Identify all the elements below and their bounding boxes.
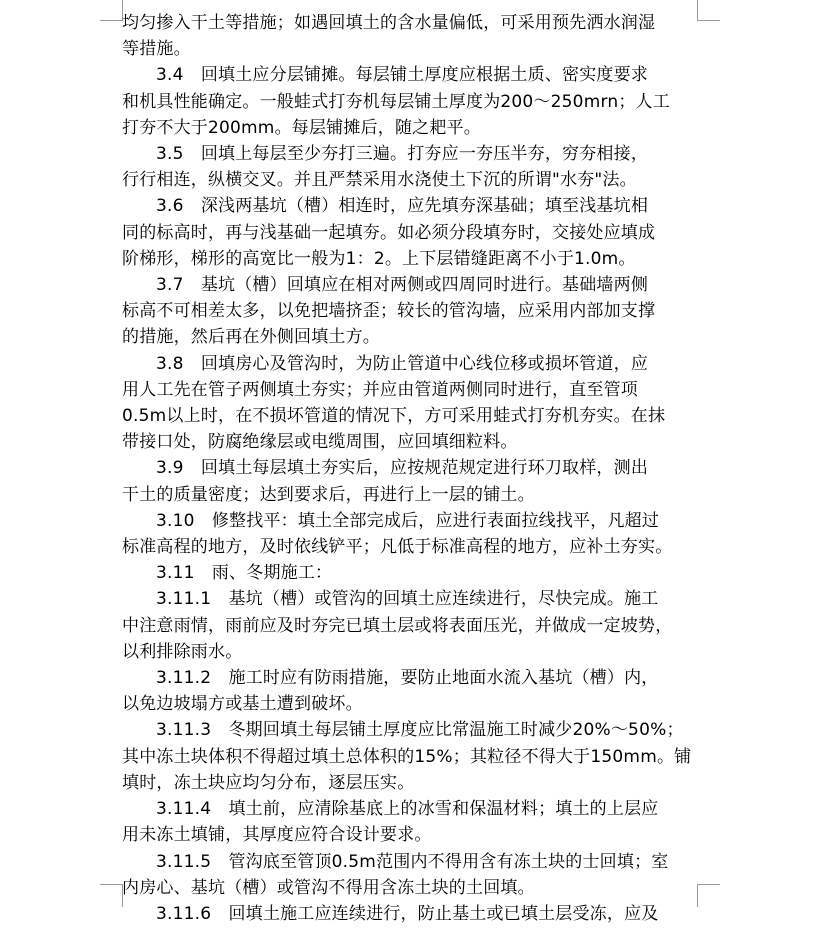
paragraph-line: 0.5m以上时，在不损坏管道的情况下，方可采用蛙式打夯机夯实。在抹 bbox=[122, 406, 666, 427]
paragraph-line: 3.7 基坑（槽）回填应在相对两侧或四周同时进行。基础墙两侧 bbox=[156, 275, 649, 296]
paragraph-line: 的措施，然后再在外侧回填土方。 bbox=[122, 327, 380, 348]
paragraph-line: 3.5 回填上每层至少夯打三遍。打夯应一夯压半夯，穷夯相接， bbox=[156, 144, 649, 165]
paragraph-line: 其中冻土块体积不得超过填土总体积的15%；其粒径不得大于150mm。铺 bbox=[122, 746, 692, 767]
paragraph-3-11-2 bbox=[122, 665, 698, 717]
margin-corner-mark-top-left bbox=[100, 0, 123, 21]
document-body bbox=[122, 10, 698, 927]
paragraph-line: 同的标高时，再与浅基础一起填夯。如必须分段填夯时，交接处应填成 bbox=[122, 222, 656, 243]
paragraph-line: 3.4 回填土应分层铺摊。每层铺土厚度应根据土质、密实度要求 bbox=[156, 65, 649, 86]
margin-corner-mark-bottom-left bbox=[100, 884, 123, 907]
paragraph-3-9 bbox=[122, 455, 698, 507]
paragraph-3-11 bbox=[122, 560, 698, 586]
paragraph-line: 以免边坡塌方或基土遭到破坏。 bbox=[122, 694, 363, 715]
paragraph-line: 3.11.1 基坑（槽）或管沟的回填土应连续进行，尽快完成。施工 bbox=[156, 589, 659, 610]
paragraph-line: 3.10 修整找平：填土全部完成后，应进行表面拉线找平，凡超过 bbox=[156, 510, 660, 531]
paragraph-3-11-4 bbox=[122, 796, 698, 848]
paragraph-line: 3.11.3 冬期回填土每层铺土厚度应比常温施工时减少20%～50%； bbox=[156, 720, 684, 741]
paragraph-line: 打夯不大于200mm。每层铺摊后，随之耙平。 bbox=[122, 117, 481, 138]
paragraph-line: 阶梯形，梯形的高宽比一般为1：2。上下层错缝距离不小于1.0m。 bbox=[122, 248, 636, 269]
paragraph-3-5 bbox=[122, 141, 698, 193]
paragraph-3-11-5 bbox=[122, 849, 698, 901]
paragraph-line: 用人工先在管子两侧填土夯实；并应由管道两侧同时进行，直至管项 bbox=[122, 379, 638, 400]
paragraph-line: 等措施。 bbox=[122, 39, 191, 60]
paragraph-line: 填时，冻土块应均匀分布，逐层压实。 bbox=[122, 772, 415, 793]
paragraph-line: 中注意雨情，雨前应及时夯完已填土层或将表面压光，并做成一定坡势， bbox=[122, 615, 673, 636]
paragraph-line: 3.11.6 回填土施工应连续进行，防止基土或已填土层受冻，应及 bbox=[156, 903, 659, 924]
paragraph-line: 3.9 回填土每层填土夯实后，应按规范规定进行环刀取样，测出 bbox=[156, 458, 649, 479]
paragraph-3-10 bbox=[122, 508, 698, 560]
paragraph-line: 3.11.4 填土前，应清除基底上的冰雪和保温材料；填土的上层应 bbox=[156, 799, 659, 820]
paragraph-line: 3.11 雨、冬期施工： bbox=[156, 563, 333, 584]
paragraph-line: 内房心、基坑（槽）或管沟不得用含冻土块的土回填。 bbox=[122, 877, 535, 898]
margin-corner-mark-bottom-right bbox=[697, 884, 720, 907]
paragraph-3-11-6 bbox=[122, 901, 698, 927]
paragraph-line: 带接口处，防腐绝缘层或电缆周围，应回填细粒料。 bbox=[122, 432, 518, 453]
paragraph-line: 标高不可相差太多，以免把墙挤歪；较长的管沟墙，应采用内部加支撑 bbox=[122, 301, 656, 322]
paragraph-line: 均匀掺入干土等措施；如遇回填土的含水量偏低，可采用预先洒水润湿 bbox=[122, 13, 656, 33]
paragraph-line: 行行相连，纵横交叉。并且严禁采用水浇使土下沉的所谓"水夯"法。 bbox=[122, 170, 637, 191]
paragraph-line: 标准高程的地方，及时依线铲平；凡低于标准高程的地方，应补土夯实。 bbox=[122, 537, 673, 558]
paragraph-line: 3.11.2 施工时应有防雨措施，要防止地面水流入基坑（槽）内， bbox=[156, 668, 659, 689]
paragraph-line: 3.8 回填房心及管沟时，为防止管道中心线位移或损坏管道，应 bbox=[156, 353, 649, 374]
paragraph-line: 3.6 深浅两基坑（槽）相连时，应先填夯深基础；填至浅基坑相 bbox=[156, 196, 649, 217]
paragraph-line: 3.11.5 管沟底至管顶0.5m范围内不得用含有冻土块的士回填；室 bbox=[156, 851, 669, 872]
paragraph-3-6 bbox=[122, 193, 698, 272]
paragraph-3-11-1 bbox=[122, 586, 698, 665]
paragraph-cont bbox=[122, 10, 698, 62]
paragraph-line: 和机具性能确定。一般蛙式打夯机每层铺土厚度为200～250mrn；人工 bbox=[122, 91, 670, 112]
margin-corner-mark-top-right bbox=[697, 0, 720, 21]
paragraph-line: 以利排除雨水。 bbox=[122, 641, 243, 662]
paragraph-line: 用未冻土填铺，其厚度应符合设计要求。 bbox=[122, 825, 432, 846]
paragraph-3-4 bbox=[122, 62, 698, 141]
paragraph-3-8 bbox=[122, 351, 698, 456]
paragraph-line: 干土的质量密度；达到要求后，再进行上一层的铺土。 bbox=[122, 484, 535, 505]
paragraph-3-11-3 bbox=[122, 717, 698, 796]
paragraph-3-7 bbox=[122, 272, 698, 351]
